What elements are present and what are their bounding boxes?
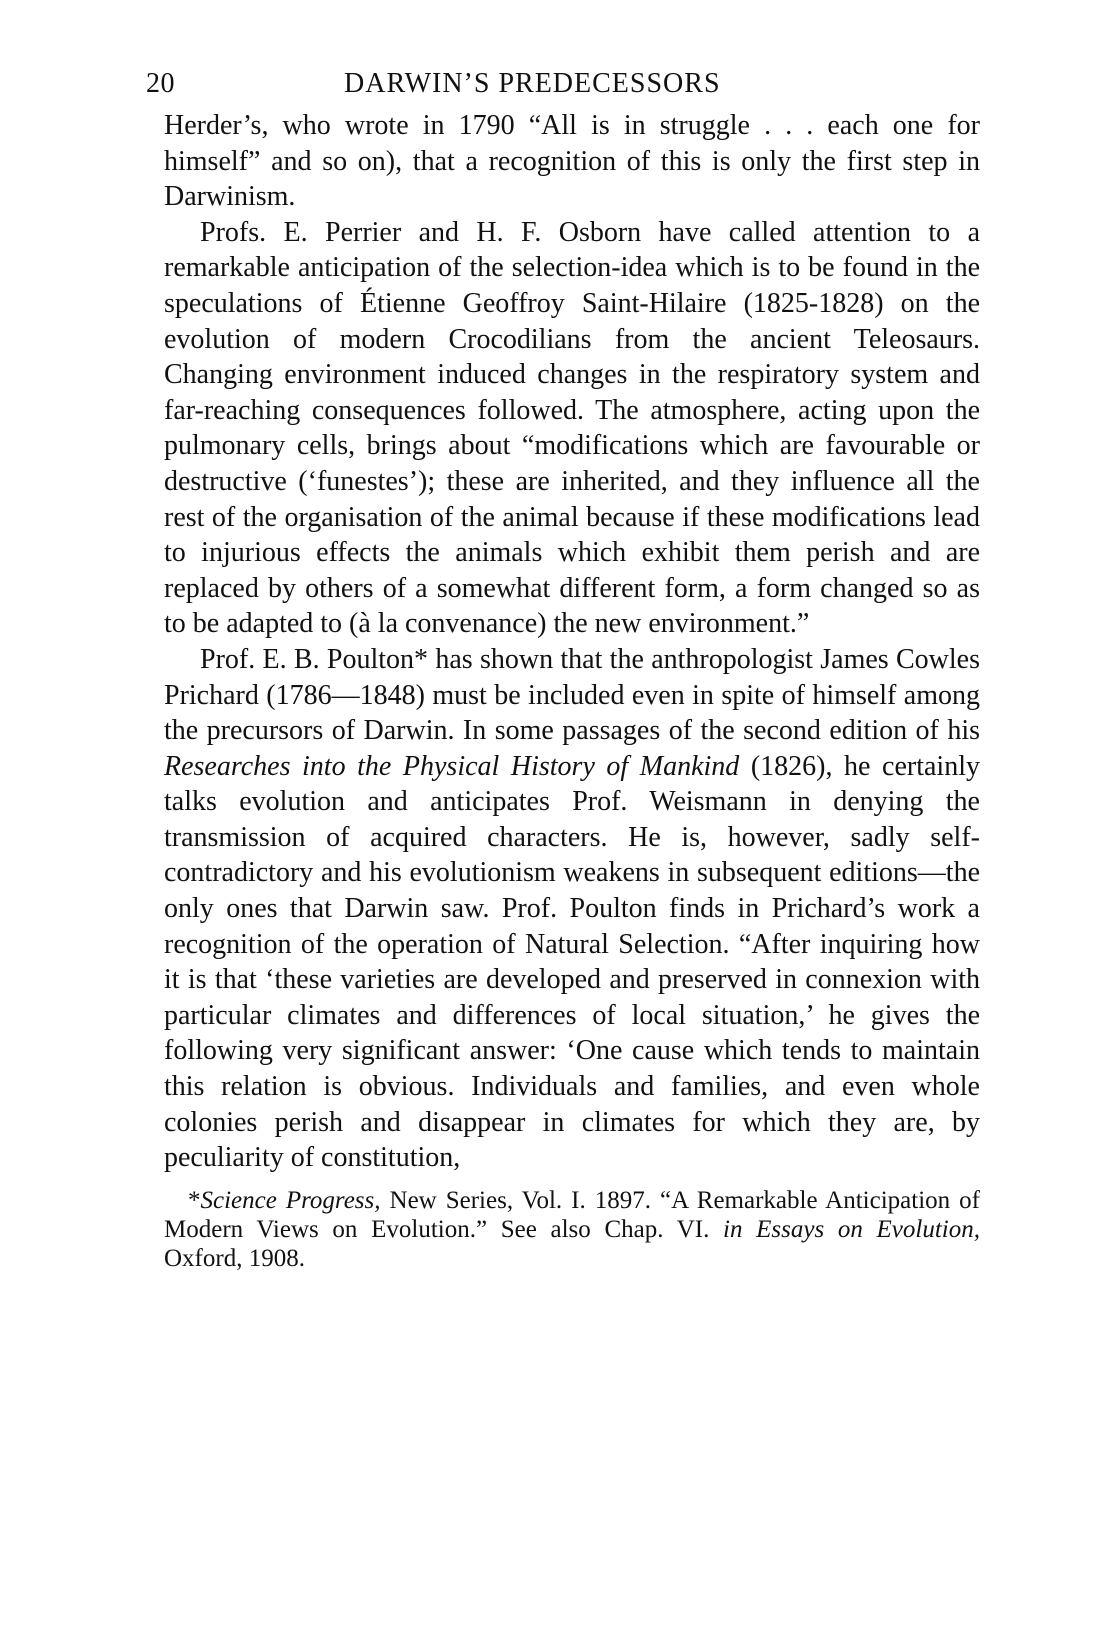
paragraph-continuation: Herder’s, who wrote in 1790 “All is in struggle . . . each one for himself” and so on), that a recognition of this is only the first step in Darwinism. <box>164 110 980 213</box>
footnote-text <box>164 1186 980 1273</box>
footnote-book: in Essays on Evolution, <box>723 1215 980 1243</box>
page-number: 20 <box>146 68 175 99</box>
paragraph-prichard-before: Prof. E. B. Poulton* has shown that the anthropologist James Cowles Prichard (1786—1848) must be included even in spite of himself among the precursors of Darwin. In some passages of the second edition of his <box>164 643 980 747</box>
running-title: DARWIN’S PREDECESSORS <box>344 68 721 99</box>
paragraph-prichard <box>164 642 980 1176</box>
footnote-journal: Science Progress, <box>200 1186 381 1214</box>
body-text <box>164 108 980 1176</box>
footnote-middle: New Series, Vol. I. 1897. “A Remarkable Anticipation of Modern Views on Evolution.” See also Chap. VI. <box>164 1186 980 1243</box>
book-title-researches: Researches into the Physical History of Mankind <box>164 750 740 782</box>
paragraph-geoffroy: Profs. E. Perrier and H. F. Osborn have called attention to a remarkable anticipation of the selection-idea which is to be found in the speculations of Étienne Geoffroy Saint-Hilaire (1825-1828) on the evolution of modern Crocodilians from the ancient Teleosaurs. Changing environment induced changes in the respiratory system and far-reaching consequences followed. The atmosphere, acting upon the pulmonary cells, brings about “modifications which are favourable or destructive (‘funestes’); these are inherited, and they influence all the rest of the organisation of the animal because if these modifications lead to injurious effects the animals which exhibit them perish and are replaced by others of a somewhat different form, a form changed so as to be adapted to (à la convenance) the new environment.” <box>164 216 980 640</box>
paragraph-prichard-after: (1826), he certainly talks evolution and anticipates Prof. Weismann in denying the transmission of acquired characters. He is, however, sadly self-contradictory and his evolutionism weakens in subsequent editions—the only ones that Darwin saw. Prof. Poulton finds in Prichard’s work a recognition of the operation of Natural Selection. “After inquiring how it is that ‘these varieties are developed and preserved in connexion with particular climates and differences of local situation,’ he gives the following very significant answer: ‘One cause which tends to maintain this relation is obvious. Individuals and families, and even whole colonies perish and disappear in climates for which they are, by peculiarity of constitution, <box>164 750 980 1174</box>
footnote-end: Oxford, 1908. <box>164 1244 305 1272</box>
footnote <box>164 1186 980 1273</box>
footnote-marker: * <box>188 1186 201 1214</box>
book-page <box>146 62 980 1273</box>
running-head <box>146 62 980 108</box>
